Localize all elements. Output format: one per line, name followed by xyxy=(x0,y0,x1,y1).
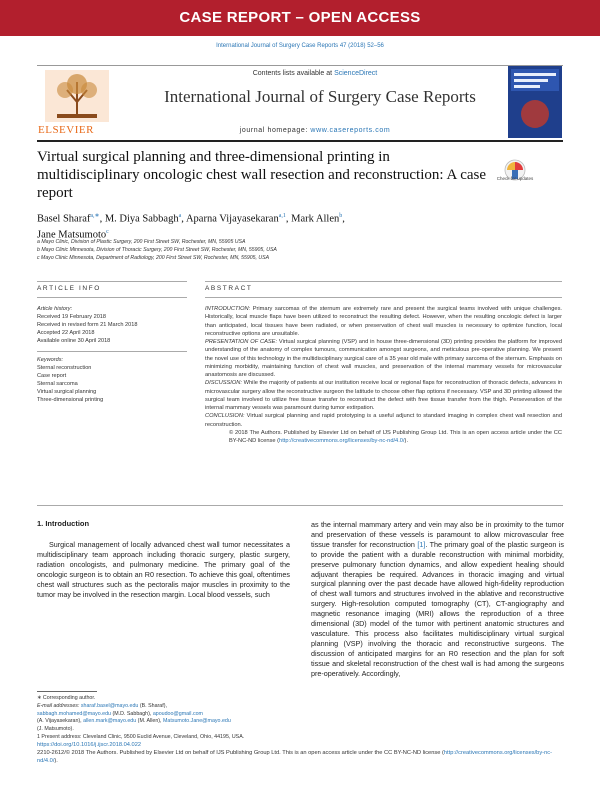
author-separator: , xyxy=(342,213,345,225)
body-right-column xyxy=(311,520,564,679)
homepage-prefix: journal homepage: xyxy=(239,127,311,134)
email-owner: (J. Matsumoto). xyxy=(37,726,74,733)
homepage-link[interactable]: www.casereports.com xyxy=(310,127,391,134)
email-label: E-mail addresses: xyxy=(37,702,81,709)
contents-prefix: Contents lists available at xyxy=(252,70,335,77)
author-list xyxy=(37,210,557,241)
journal-homepage-line xyxy=(150,127,480,134)
email-owner: (B. Sharaf), xyxy=(138,702,167,709)
abstract-section-label: CONCLUSION: xyxy=(205,413,245,420)
check-for-updates-label[interactable]: Check for updates xyxy=(496,176,534,181)
history-label: Article history: xyxy=(37,306,73,312)
author-name[interactable]: Mark Allen xyxy=(291,213,340,225)
keyword-item: Case report xyxy=(37,373,67,379)
journal-cover-thumbnail xyxy=(508,66,562,138)
email-owner: (M. Allen), xyxy=(136,718,163,725)
author-separator: , xyxy=(99,213,105,225)
header-bottom-rule xyxy=(37,140,563,142)
email-owner: (A. Vijayasekaran), xyxy=(37,718,84,725)
keyword-item: Sternal sarcoma xyxy=(37,381,78,387)
reference-link[interactable]: [1] xyxy=(417,539,426,549)
author-affiliation-mark[interactable]: a,∗ xyxy=(90,213,100,219)
header-top-rule xyxy=(37,65,563,66)
bottom-license-link[interactable]: http://creativecommons.org/licenses/by-nc-nd/4.0/ xyxy=(37,750,552,764)
abstract-section-text: Virtual surgical planning and rapid prototyping is a useful adjunct to standard imaging in complex chest wall resection and reconstruction. xyxy=(205,413,562,428)
author-affiliation-mark[interactable]: b xyxy=(339,213,343,219)
article-history xyxy=(37,305,187,345)
keyword-item: Sternal reconstruction xyxy=(37,365,92,371)
abstract-heading: ABSTRACT xyxy=(205,285,253,292)
article-info-heading: ARTICLE INFO xyxy=(37,285,101,292)
abstract-top-rule xyxy=(205,281,562,282)
keywords-block xyxy=(37,356,187,404)
author-affiliation-mark[interactable]: a xyxy=(178,213,182,219)
body-paragraph: Surgical management of locally advanced chest wall tumor necessitates a multidisciplinary team approach including thoracic surgery, plastic surgery, radiation oncologists, and pulmonary medicine. The primary goal of the oncologic surgeon is to obtain an R0 resection. To achieve this goal, oftentimes chest wall structures such as the pectoralis major muscles in proximity to the tumor may be involved in the resection margin. Local blood vessels, such xyxy=(37,540,290,599)
introduction-heading: 1. Introduction xyxy=(37,519,90,528)
corresponding-author-note: ∗ Corresponding author. xyxy=(37,695,96,701)
affiliation-line: b Mayo Clinic Minnesota, Division of Thoracic Surgery, 200 First Street SW, Rochester, MN, 55905, USA xyxy=(37,247,277,253)
email-link[interactable]: apoudoo@gmail.com xyxy=(152,710,203,717)
author-name[interactable]: Jane Matsumoto xyxy=(37,229,107,240)
author-separator: , xyxy=(181,213,186,225)
abstract-section xyxy=(205,412,562,429)
license-link[interactable]: http://creativecommons.org/licenses/by-nc-nd/4.0/ xyxy=(279,438,405,444)
journal-citation[interactable]: International Journal of Surgery Case Reports 47 (2018) 52–56 xyxy=(216,43,384,49)
email-link[interactable]: sharaf.basel@mayo.edu xyxy=(80,702,139,709)
email-link[interactable]: Matsumoto.Jane@mayo.edu xyxy=(163,718,231,725)
keyword-item: Virtual surgical planning xyxy=(37,389,97,395)
issn-end: ). xyxy=(54,758,58,764)
abstract-section-label: INTRODUCTION: xyxy=(205,306,251,312)
paragraph-text: . The primary goal of the plastic surgeon is to provide the patient with a durable reconstruction with minimal morbidity, preserve pulmonary function dynamics, and allow expedient healing should adjuvant therapies be required. Advances in thoracic imaging and virtual surgical planning over the past decade have allowed high-fidelity reproduction of chest wall tumors and structures involved in the ablative and reconstructive surgery. High-resolution computed tomography (CT), CT-angiography and magnetic resonance imaging (MRI) allows the reproduction of a three dimensional (3D) model of the tumor with pertinent anatomic structures and vasculature. This process also facilitates multidisciplinary virtual surgical planning (VSP) involving the thoracic and reconstructive surgeons. The discussion of anticipated margins for an R0 resection and the plan for soft tissue and skeletal reconstruction of the chest wall is had among the surgeons pre-operatively. Accordingly, xyxy=(311,539,564,678)
elsevier-wordmark: ELSEVIER xyxy=(38,124,94,136)
history-item: Accepted 22 April 2018 xyxy=(37,330,95,336)
keywords-label: Keywords: xyxy=(37,357,64,363)
article-info-top-rule xyxy=(37,281,187,282)
affiliation-line: c Mayo Clinic Minnesota, Department of Radiology, 200 First Street SW, Rochester, MN, 55905, USA xyxy=(37,255,270,261)
copyright-text: © 2018 The Authors. Published by Elsevier Ltd on behalf of IJS Publishing Group Ltd. This is an open access article under the CC BY-NC-ND license ( xyxy=(229,429,562,444)
footnotes xyxy=(37,695,290,742)
keywords-rule xyxy=(37,351,187,352)
author-affiliation-mark[interactable]: c xyxy=(106,228,109,235)
affiliation-line: a Mayo Clinic, Division of Plastic Surgery, 200 First Street SW, Rochester, MN, 55905 USA xyxy=(37,239,246,245)
email-owner: (M.D. Sabbagh), xyxy=(111,710,153,717)
paragraph-text: as the internal mammary artery and vein may also be in proximity to the tumor and preservation of these vessels is paramount to allow microvascular free tissue transfer for reconstruction xyxy=(311,520,564,549)
abstract-section-text: Virtual surgical planning (VSP) and in house three-dimensional (3D) printing provides the platform for improved understanding of the anatomy of complex tumours, communication amongst surgeons, and meticulous pre-operative planning. We present the novel use of this technology in the multidisciplinary surgical care of a 35 year old male with primary sarcoma of the sternum. Emphasis on minimizing morbidity, maintaining function of chest wall muscles, and preservation of the internal mammary vessels for microvascular anastomosis are discussed. xyxy=(205,339,562,378)
issn-text: 2210-2612/© 2018 The Authors. Published by Elsevier Ltd on behalf of IJS Publishing Group Ltd. This is an open access article under the CC BY-NC-ND license ( xyxy=(37,750,444,756)
email-link[interactable]: sabbagh.mohamed@mayo.edu xyxy=(37,710,111,717)
contents-available-line xyxy=(150,70,480,77)
body-paragraph xyxy=(311,520,564,679)
abstract-section xyxy=(205,338,562,379)
article-doi-and-license xyxy=(37,741,563,765)
email-addresses xyxy=(37,703,290,734)
abstract-section-text: While the majority of patients at our institution receive local or regional flaps for reconstruction of thoracic defects, advances in microvascular surgery allow the reconstructive surgeon the latitude to choose other flap options if necessary. VSP and 3D printing allowed the surgical team involved to utilize free tissue transfer to reconstruct the defect with free tissue transfer from the thigh. Perseveration of the internal mammary vessels was paramount during tumor extirpation. xyxy=(205,380,562,411)
email-link[interactable]: allen.mark@mayo.edu xyxy=(83,718,137,725)
cover-art-icon xyxy=(508,66,562,138)
abstract-section-label: DISCUSSION: xyxy=(205,380,242,387)
abstract-bottom-rule xyxy=(37,505,563,506)
check-for-updates-icon[interactable] xyxy=(500,152,530,190)
author-affiliation-mark[interactable]: a,1 xyxy=(278,213,286,219)
author-name[interactable]: Aparna Vijayasekaran xyxy=(185,213,279,225)
copyright-end: ). xyxy=(404,438,409,444)
body-left-column xyxy=(37,540,290,599)
history-item: Received in revised form 21 March 2018 xyxy=(37,322,138,328)
abstract-section xyxy=(205,305,562,338)
banner-title: CASE REPORT – OPEN ACCESS xyxy=(179,9,421,26)
article-title: Virtual surgical planning and three-dimensional printing in multidisciplinary oncologic chest wall resection and reconstruction: A case report xyxy=(37,149,487,201)
author-name[interactable]: Basel Sharaf xyxy=(37,213,91,225)
article-info-mid-rule xyxy=(37,297,187,298)
abstract-copyright xyxy=(229,429,562,446)
abstract-section xyxy=(205,379,562,412)
history-item: Available online 30 April 2018 xyxy=(37,338,111,344)
history-item: Received 19 February 2018 xyxy=(37,314,107,320)
present-address-note: 1 Present address: Cleveland Clinic, 9500 Euclid Avenue, Cleveland, Ohio, 44195, USA. xyxy=(37,733,245,740)
footnote-rule xyxy=(37,691,97,692)
abstract-body xyxy=(205,305,562,445)
sciencedirect-link[interactable]: ScienceDirect xyxy=(334,70,378,77)
keyword-item: Three-dimensional printing xyxy=(37,397,104,403)
journal-title: International Journal of Surgery Case Reports xyxy=(164,87,476,106)
abstract-section-label: PRESENTATION OF CASE: xyxy=(205,339,278,345)
author-name[interactable]: M. Diya Sabbagh xyxy=(104,213,179,225)
case-report-banner xyxy=(0,0,600,36)
abstract-mid-rule xyxy=(205,297,562,298)
author-separator: , xyxy=(285,213,292,225)
affiliation-list xyxy=(37,238,557,262)
doi-link[interactable]: https://doi.org/10.1016/j.ijscr.2018.04.022 xyxy=(37,742,142,748)
abstract-section-text: Primary sarcomas of the sternum are extremely rare and present the surgical teams involved with unique challenges. Historically, local muscle flaps have been utilized to reconstruct the resulting defect. However, when the resulting oncologic defect is larger than anticipated, local tissues have been radiated, or when preservation of chest wall muscles is necessary to optimize function, local reconstructive options are unsuitable. xyxy=(205,306,562,337)
